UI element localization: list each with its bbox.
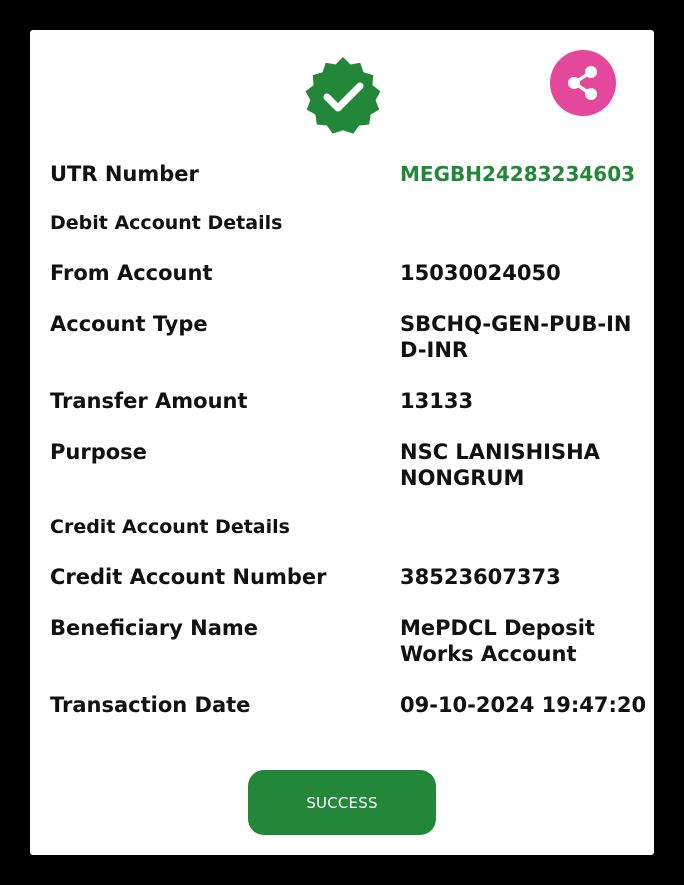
utr-label: UTR Number: [50, 162, 199, 186]
from-account-value: 15030024050: [400, 261, 561, 285]
account-type-label: Account Type: [50, 312, 208, 336]
beneficiary-label: Beneficiary Name: [50, 616, 259, 640]
debit-section-heading: Debit Account Details: [50, 212, 283, 234]
share-button[interactable]: [550, 50, 616, 116]
purpose-value: NSC LANISHISHA NONGRUM: [400, 440, 600, 490]
share-icon: [564, 64, 602, 102]
verified-badge-icon: [302, 55, 384, 137]
transaction-receipt-card: [30, 30, 654, 855]
purpose-label: Purpose: [50, 440, 147, 464]
transfer-amount-label: Transfer Amount: [50, 389, 248, 413]
account-type-value: SBCHQ-GEN-PUB-IND-INR: [400, 312, 632, 362]
transaction-date-label: Transaction Date: [50, 693, 251, 717]
credit-section-heading: Credit Account Details: [50, 516, 290, 538]
credit-account-label: Credit Account Number: [50, 565, 327, 589]
beneficiary-value: MePDCL Deposit Works Account: [400, 616, 595, 666]
transfer-amount-value: 13133: [400, 389, 474, 413]
transaction-date-value: 09-10-2024 19:47:20: [400, 693, 647, 717]
utr-value: MEGBH24283234603: [400, 162, 636, 186]
success-button[interactable]: SUCCESS: [248, 770, 436, 835]
from-account-label: From Account: [50, 261, 213, 285]
credit-account-value: 38523607373: [400, 565, 561, 589]
